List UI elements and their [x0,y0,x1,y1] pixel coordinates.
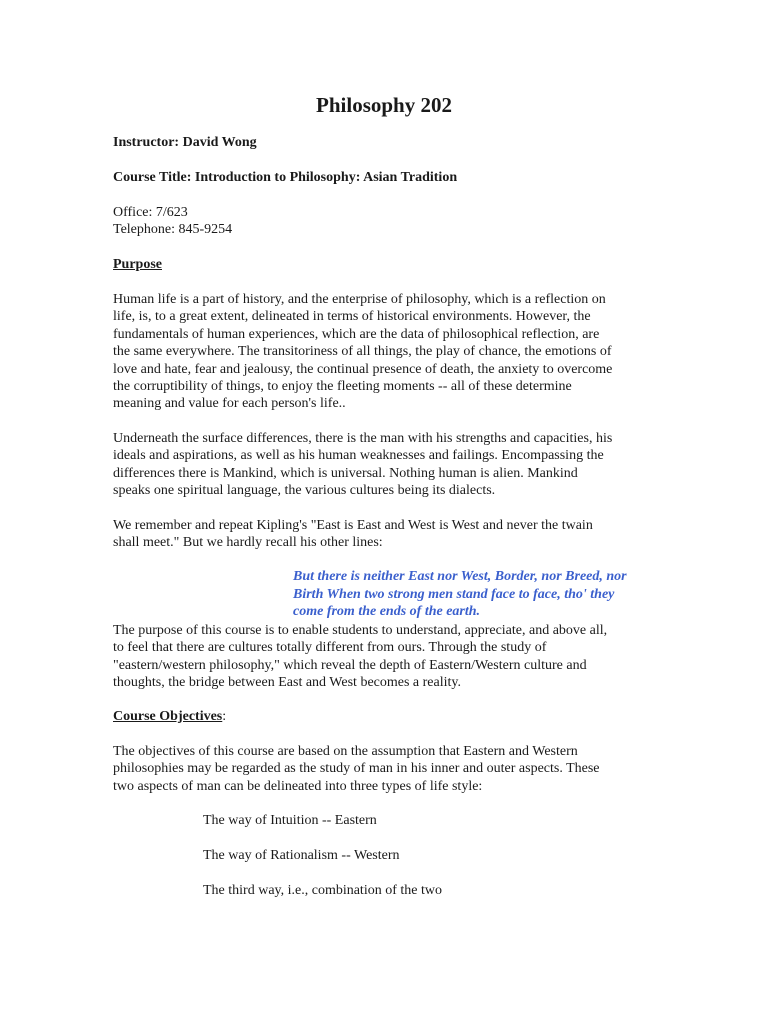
paragraph-line: meaning and value for each person's life.. [113,396,346,412]
paragraph-line: The purpose of this course is to enable students to understand, appreciate, and above all, [113,623,608,638]
quote-line: Birth When two strong men stand face to face, tho' they [293,586,615,602]
paragraph-line: ideals and aspirations, as well as his human weaknesses and failings. Encompassing the [113,448,604,464]
purpose-paragraph-2 [113,430,653,500]
paragraph-line: The objectives of this course are based on the assumption that Eastern and Western [113,744,578,759]
objectives-paragraph [113,743,653,795]
paragraph-line: two aspects of man can be delineated into three types of life style: [113,778,483,794]
paragraph-line: thoughts, the bridge between East and West becomes a reality. [113,675,461,691]
office-line: Office: 7/623 [113,205,188,220]
paragraph-line: life, is, to a great extent, delineated in terms of historical environments. However, the [113,309,591,325]
paragraph-line: love and hate, fear and jealousy, the continual presence of death, the anxiety to overcome [113,361,613,377]
paragraph-line: to feel that there are cultures totally different from ours. Through the study of [113,640,547,656]
paragraph-line: differences there is Mankind, which is universal. Nothing human is alien. Mankind [113,465,578,481]
paragraph-line: fundamentals of human experiences, which are the data of philosophical reflection, are [113,326,600,342]
paragraph-line: speaks one spiritual language, the various cultures being its dialects. [113,483,496,499]
way-item-intuition: The way of Intuition -- Eastern [203,813,377,828]
purpose-heading: Purpose [113,257,162,272]
quote-line: come from the ends of the earth. [293,604,481,620]
paragraph-line: the corruptibility of things, to enjoy the fleeting moments -- all of these determine [113,379,572,395]
course-title-line: Course Title: Introduction to Philosophy: Asian Tradition [113,170,458,185]
purpose-paragraph-4 [113,622,653,692]
page-title: Philosophy 202 [316,93,452,117]
paragraph-line: shall meet." But we hardly recall his other lines: [113,535,383,551]
way-item-third: The third way, i.e., combination of the two [203,883,442,898]
objectives-heading: Course Objectives [113,709,223,724]
paragraph-line: the same everywhere. The transitoriness of all things, the play of chance, the emotions of [113,344,612,360]
purpose-paragraph-1 [113,291,653,413]
paragraph-line: philosophies may be regarded as the study of man in his inner and outer aspects. These [113,761,600,777]
paragraph-line: "eastern/western philosophy," which reveal the depth of Eastern/Western culture and [113,657,587,673]
quote-line: But there is neither East nor West, Border, nor Breed, nor [293,569,627,584]
kipling-quote [293,568,673,621]
way-item-rationalism: The way of Rationalism -- Western [203,848,400,863]
telephone-line: Telephone: 845-9254 [113,222,233,237]
paragraph-line: We remember and repeat Kipling's "East is East and West is West and never the twain [113,518,593,533]
purpose-paragraph-3 [113,517,653,552]
objectives-heading-line [113,708,226,725]
paragraph-line: Human life is a part of history, and the enterprise of philosophy, which is a reflection on [113,292,606,307]
paragraph-line: Underneath the surface differences, there is the man with his strengths and capacities, his [113,431,613,446]
objectives-heading-colon: : [222,709,227,724]
instructor-line: Instructor: David Wong [113,135,257,150]
